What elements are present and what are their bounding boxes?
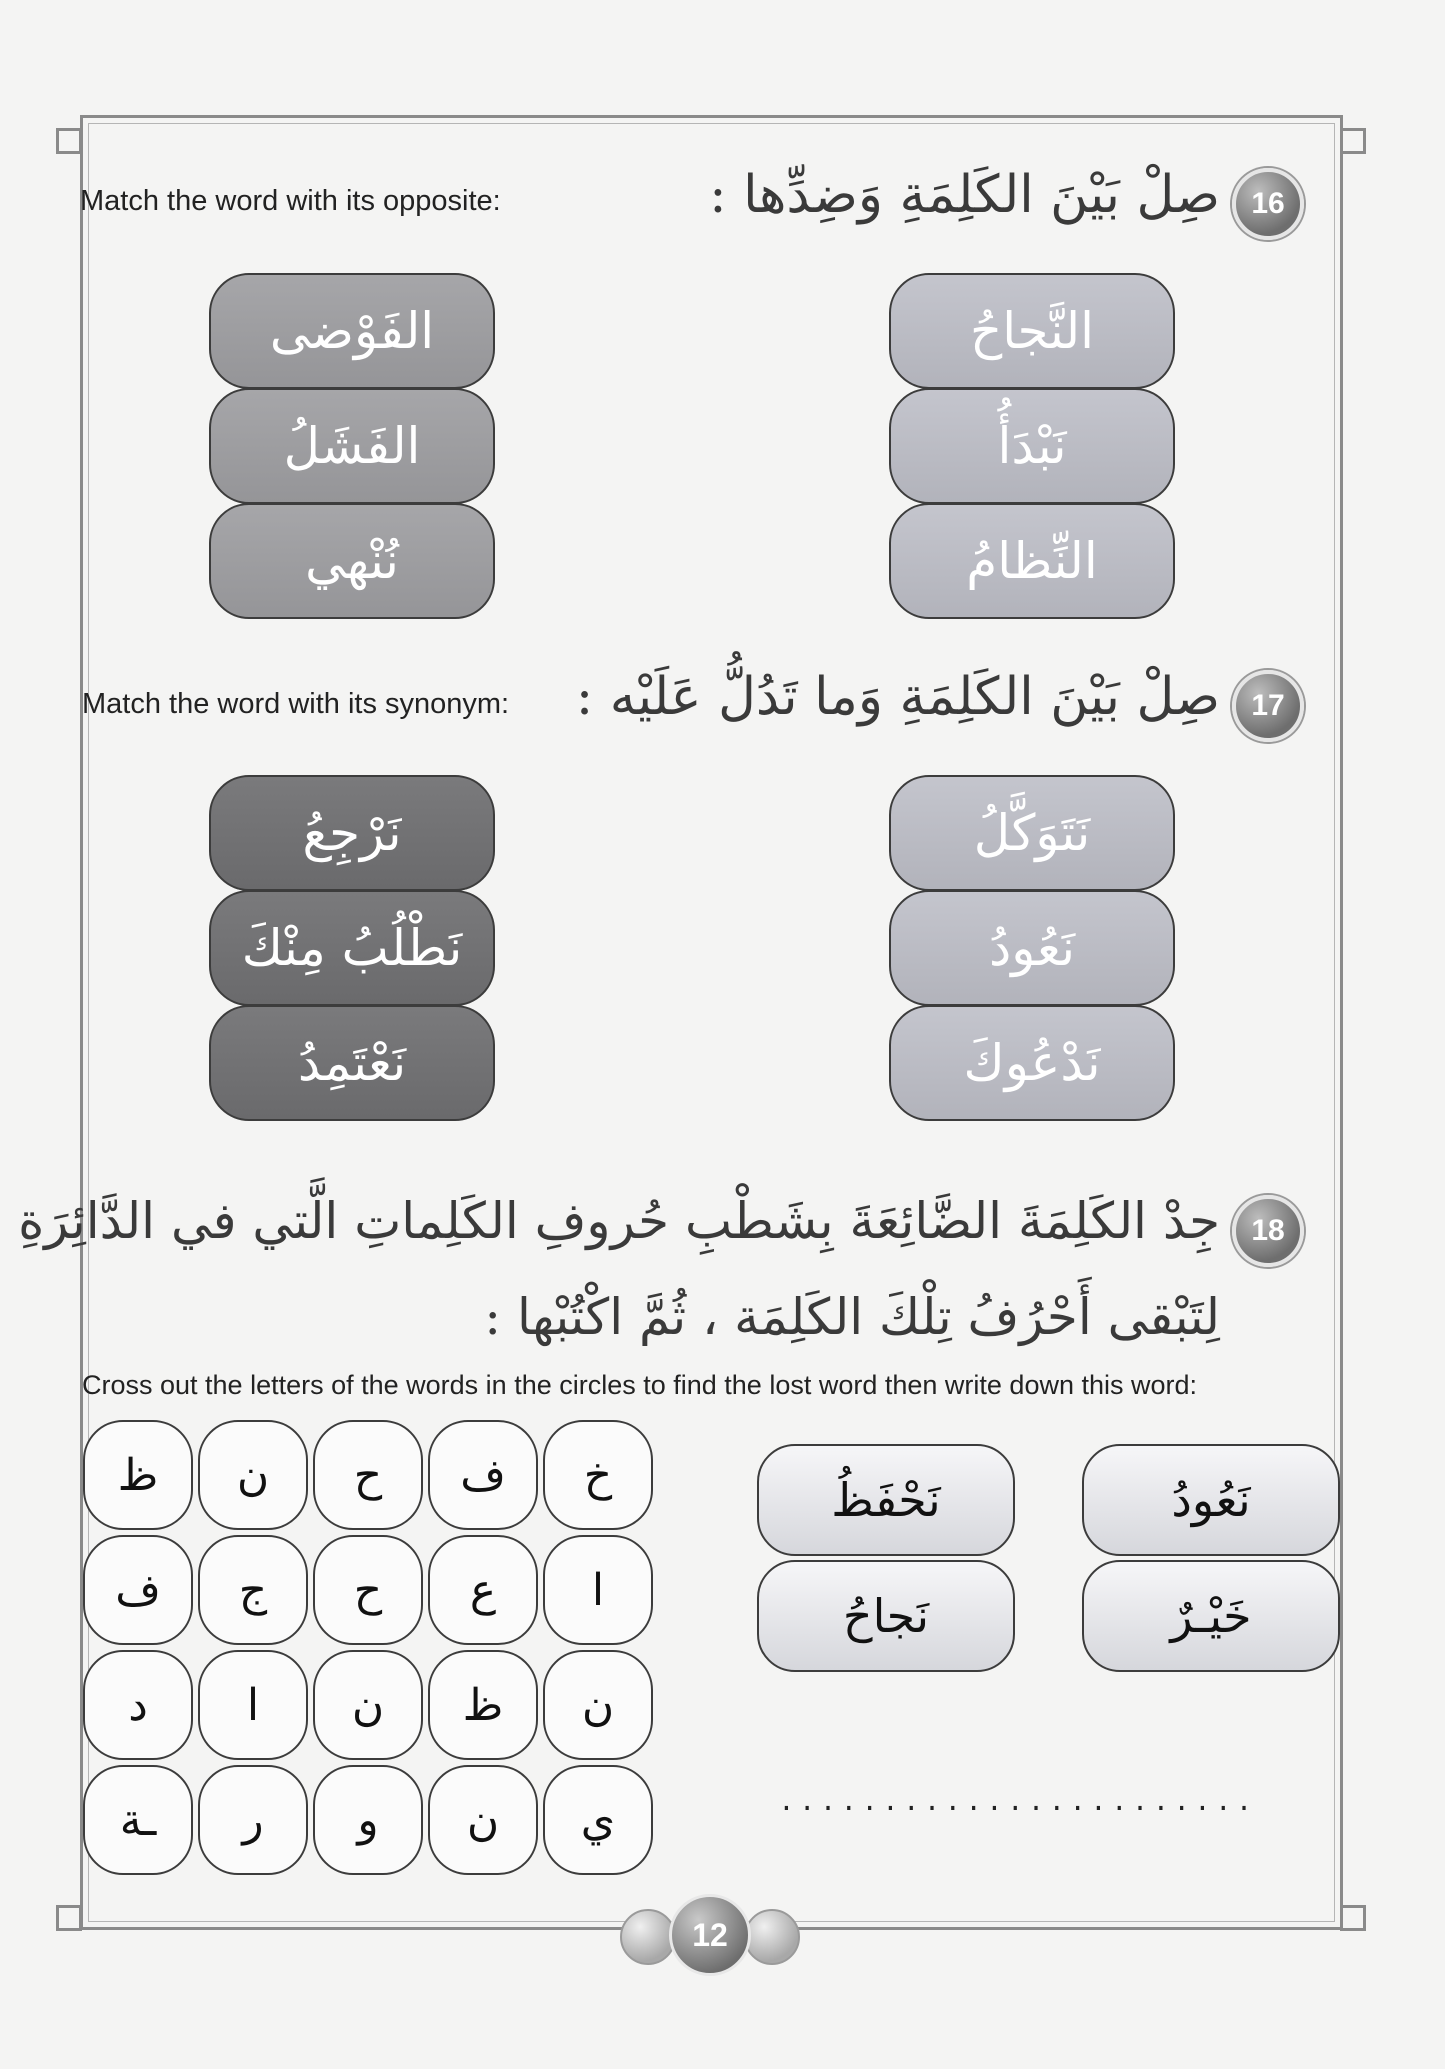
exercise-16-title: صِلْ بَيْنَ الكَلِمَةِ وَضِدِّها :: [709, 165, 1220, 225]
frame-corner-ornament: [56, 128, 82, 154]
match-word-left[interactable]: الفَشَلُ: [209, 388, 495, 504]
letter-cell[interactable]: و: [313, 1765, 423, 1875]
frame-corner-ornament: [1340, 128, 1366, 154]
frame-corner-ornament: [1340, 1905, 1366, 1931]
letter-cell[interactable]: ف: [83, 1535, 193, 1645]
exercise-16-instruction: Match the word with its opposite:: [80, 185, 501, 217]
decorative-bubble: [620, 1909, 676, 1965]
letter-cell[interactable]: ح: [313, 1420, 423, 1530]
letter-cell[interactable]: ظ: [83, 1420, 193, 1530]
letter-cell[interactable]: ع: [428, 1535, 538, 1645]
match-word-right[interactable]: النِّظامُ: [889, 503, 1175, 619]
letter-cell[interactable]: ـة: [83, 1765, 193, 1875]
match-word-left[interactable]: الفَوْضى: [209, 273, 495, 389]
letter-cell[interactable]: ا: [198, 1650, 308, 1760]
decorative-bubble: [744, 1909, 800, 1965]
exercise-18-instruction: Cross out the letters of the words in the circles to find the lost word then write down this word:: [82, 1370, 1198, 1400]
word-box: نَعُودُ: [1082, 1444, 1340, 1556]
match-word-left[interactable]: نَعْتَمِدُ: [209, 1005, 495, 1121]
exercise-17-title: صِلْ بَيْنَ الكَلِمَةِ وَما تَدُلُّ عَلَيْه :: [575, 667, 1220, 727]
letter-cell[interactable]: ي: [543, 1765, 653, 1875]
match-word-right[interactable]: نَتَوَكَّلُ: [889, 775, 1175, 891]
match-word-left[interactable]: نَرْجِعُ: [209, 775, 495, 891]
match-word-right[interactable]: نَدْعُوكَ: [889, 1005, 1175, 1121]
match-word-right[interactable]: نَبْدَأُ: [889, 388, 1175, 504]
letter-cell[interactable]: ف: [428, 1420, 538, 1530]
match-word-right[interactable]: نَعُودُ: [889, 890, 1175, 1006]
letter-cell[interactable]: خ: [543, 1420, 653, 1530]
letter-cell[interactable]: ح: [313, 1535, 423, 1645]
word-box: نَجاحُ: [757, 1560, 1015, 1672]
letter-cell[interactable]: ج: [198, 1535, 308, 1645]
page-number-badge: [620, 1895, 800, 1975]
word-box: خَيْـرٌ: [1082, 1560, 1340, 1672]
letter-cell[interactable]: ظ: [428, 1650, 538, 1760]
letter-cell[interactable]: ن: [428, 1765, 538, 1875]
page-number: 12: [669, 1894, 751, 1976]
exercise-17-instruction: Match the word with its synonym:: [82, 688, 510, 720]
letter-cell[interactable]: د: [83, 1650, 193, 1760]
letter-cell[interactable]: ا: [543, 1535, 653, 1645]
exercise-17-number: 17: [1232, 670, 1304, 742]
letter-cell[interactable]: ن: [543, 1650, 653, 1760]
exercise-16-number: 16: [1232, 168, 1304, 240]
match-word-left[interactable]: نَطْلُبُ مِنْكَ: [209, 890, 495, 1006]
exercise-18-title-line-1: جِدْ الكَلِمَةَ الضَّائِعَةَ بِشَطْبِ حُروفِ الكَلِماتِ الَّتي في الدَّائِرَةِ: [18, 1192, 1220, 1250]
match-word-left[interactable]: نُنْهي: [209, 503, 495, 619]
word-box: نَحْفَظُ: [757, 1444, 1015, 1556]
exercise-18-number: 18: [1232, 1195, 1304, 1267]
exercise-18-title-line-2: لِتَبْقى أَحْرُفُ تِلْكَ الكَلِمَة ، ثُمَّ اكْتُبْها :: [484, 1288, 1220, 1346]
letter-cell[interactable]: ن: [198, 1420, 308, 1530]
letter-cell[interactable]: ن: [313, 1650, 423, 1760]
frame-corner-ornament: [56, 1905, 82, 1931]
match-word-right[interactable]: النَّجاحُ: [889, 273, 1175, 389]
answer-line[interactable]: .......................: [778, 1788, 1257, 1819]
letter-cell[interactable]: ر: [198, 1765, 308, 1875]
